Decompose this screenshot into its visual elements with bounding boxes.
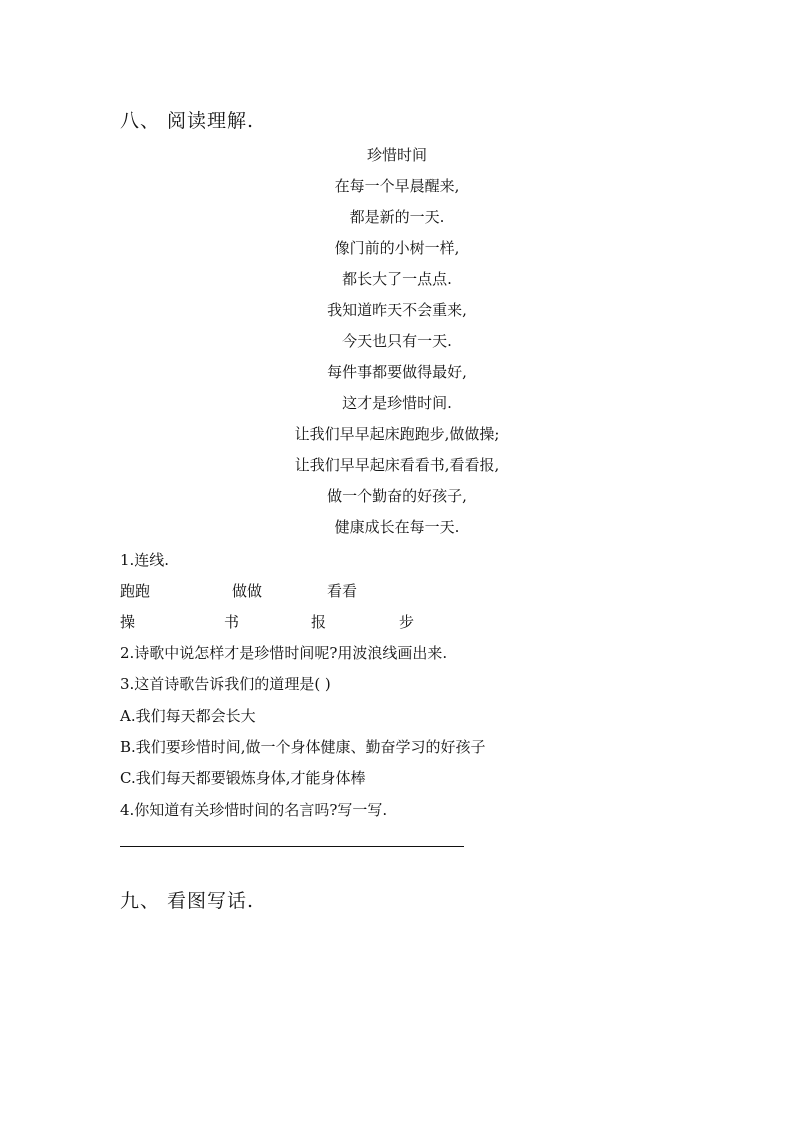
poem-line: 像门前的小树一样, bbox=[334, 239, 460, 257]
question-3: 3.这首诗歌告诉我们的道理是( ) bbox=[120, 675, 331, 693]
poem-line: 做一个勤奋的好孩子, bbox=[327, 487, 467, 505]
poem-line: 我知道昨天不会重来, bbox=[327, 301, 467, 319]
option-c: C.我们每天都要锻炼身体,才能身体棒 bbox=[120, 769, 366, 787]
poem-line: 今天也只有一天. bbox=[342, 332, 452, 350]
match-word-top: 看看 bbox=[327, 582, 358, 600]
match-word-top: 跑跑 bbox=[120, 582, 151, 600]
poem-line: 让我们早早起床跑跑步,做做操; bbox=[294, 425, 500, 443]
section-8-heading: 八、 阅读理解. bbox=[120, 110, 255, 132]
match-word-bottom: 书 bbox=[224, 613, 240, 631]
option-a: A.我们每天都会长大 bbox=[120, 707, 256, 725]
match-word-top: 做做 bbox=[232, 582, 263, 600]
question-2: 2.诗歌中说怎样才是珍惜时间呢?用波浪线画出来. bbox=[120, 644, 448, 662]
poem-title: 珍惜时间 bbox=[366, 146, 427, 164]
question-4: 4.你知道有关珍惜时间的名言吗?写一写. bbox=[120, 801, 388, 819]
section-9-heading: 九、 看图写话. bbox=[120, 890, 255, 912]
poem-line: 都是新的一天. bbox=[349, 208, 445, 226]
match-word-bottom: 步 bbox=[399, 613, 415, 631]
option-b: B.我们要珍惜时间,做一个身体健康、勤奋学习的好孩子 bbox=[120, 738, 486, 756]
answer-line bbox=[120, 846, 464, 847]
poem-line: 让我们早早起床看看书,看看报, bbox=[294, 456, 500, 474]
match-word-bottom: 报 bbox=[311, 613, 327, 631]
match-word-bottom: 操 bbox=[120, 613, 136, 631]
poem-line: 每件事都要做得最好, bbox=[327, 363, 467, 381]
question-1-label: 1.连线. bbox=[120, 551, 170, 569]
poem-line: 都长大了一点点. bbox=[342, 270, 452, 288]
poem-line: 这才是珍惜时间. bbox=[342, 394, 452, 412]
poem-line: 健康成长在每一天. bbox=[334, 518, 460, 536]
poem-line: 在每一个早晨醒来, bbox=[334, 177, 460, 195]
